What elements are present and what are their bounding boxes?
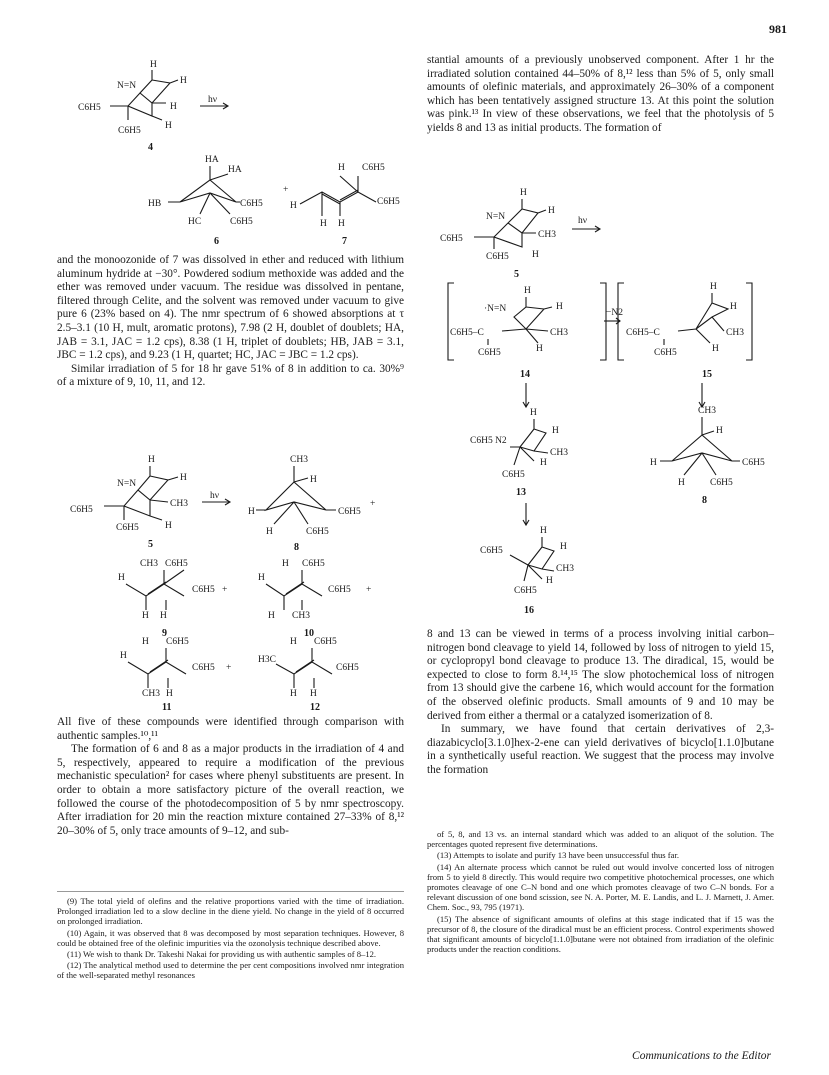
label-h: H bbox=[290, 689, 297, 699]
label-c6h5: C6H5 bbox=[502, 470, 525, 480]
scheme-compounds-5-8-9-10-11-12 bbox=[70, 452, 410, 712]
label-ch3: CH3 bbox=[170, 499, 188, 509]
right-column-body-mid bbox=[427, 628, 774, 778]
footnote: (14) An alternate process which cannot be ruled out would involve concerted loss of nitrogen from 5 to yield 8 directly. This would require two competitive photochemical processes, one which promotes cleavage of one C–N bond and one which promotes cleavage of two C–N bonds. For a relevant discussion of one bond scission, see N. A. Porter, M. E. Landis, and L. J. Marnett, J. Amer. Chem. Soc., 93, 795 (1971). bbox=[427, 861, 774, 913]
label-h: H bbox=[532, 250, 539, 260]
compound-number-15: 15 bbox=[702, 369, 712, 380]
label-h: H bbox=[524, 286, 531, 296]
label-h: H bbox=[712, 344, 719, 354]
label-c6h5: C6H5 bbox=[328, 585, 351, 595]
label-ch3: CH3 bbox=[140, 559, 158, 569]
label-nn: N=N bbox=[117, 81, 137, 91]
paragraph: 8 and 13 can be viewed in terms of a process involving initial carbon–nitrogen bond cleavage to yield 14, followed by loss of nitrogen to yield 15, or cyclopropyl bond cleavage to produce 13. The diradical, 15, would be expected to close to form 8.¹⁴,¹⁵ The slow photochemical loss of nitrogen from 13 should give the carbene 16, which would account for the formation of the observed olefinic products. Small amounts of 9 and 10 may be derived from either a thermal or a catalyzed isomerization of 8. bbox=[427, 628, 774, 722]
label-c6h5: C6H5 bbox=[230, 217, 253, 227]
label-h3c: H3C bbox=[258, 655, 276, 665]
hv-label: hν bbox=[578, 216, 588, 226]
label-h: H bbox=[540, 458, 547, 468]
footnote: (9) The total yield of olefins and the relative proportions varied with the time of irradiation. Prolonged irradiation led to a slow decline in the diene yield. No change in the yield of 8 occurred on prolonged irradiation. bbox=[57, 896, 404, 927]
label-h: H bbox=[730, 302, 737, 312]
right-column-body-top bbox=[427, 54, 774, 136]
label-h: H bbox=[540, 526, 547, 536]
label-ha: HA bbox=[205, 155, 219, 165]
label-hc: HC bbox=[188, 217, 202, 227]
label-h: H bbox=[556, 302, 563, 312]
plus-sign: + bbox=[370, 499, 376, 509]
compound-number-10: 10 bbox=[304, 628, 314, 639]
label-nn: N=N bbox=[117, 479, 137, 489]
label-h: H bbox=[338, 219, 345, 229]
label-h: H bbox=[170, 102, 177, 112]
hv-label: hν bbox=[210, 491, 220, 501]
label-ch3: CH3 bbox=[550, 328, 568, 338]
label-h: H bbox=[710, 282, 717, 292]
label-nn: N=N bbox=[486, 212, 506, 222]
paragraph: The formation of 6 and 8 as a major products in the irradiation of 4 and 5, respectively, appeared to require a modification of the previous mechanistic speculation² for cases where phenyl substituents are present. In order to obtain a more satisfactory picture of the overall reaction, we followed the course of the photodecomposition of 5 by nmr spectroscopy. After irradiation for 20 min the reaction mixture contained 27–33% of 8,¹² 20–30% of 5, only trace amounts of 9–12, and sub- bbox=[57, 743, 404, 837]
label-ch3: CH3 bbox=[698, 406, 716, 416]
label-h: H bbox=[320, 219, 327, 229]
label-c6h5: C6H5 bbox=[478, 348, 501, 358]
label-c6h5: C6H5 bbox=[192, 585, 215, 595]
compound-number-4: 4 bbox=[148, 142, 153, 153]
label-ch3: CH3 bbox=[538, 230, 556, 240]
label-h: H bbox=[142, 637, 149, 647]
footnote: (10) Again, it was observed that 8 was decomposed by most separation techniques. However, 8 could be obtained free of the olefinic impurities via the ozonolysis technique described above. bbox=[57, 927, 404, 948]
label-c6h5: C6H5 bbox=[710, 478, 733, 488]
label-c6h5: C6H5 bbox=[514, 586, 537, 596]
label-h: H bbox=[560, 542, 567, 552]
label-c6h5: C6H5 bbox=[336, 663, 359, 673]
compound-number-9: 9 bbox=[162, 628, 167, 639]
paragraph: Similar irradiation of 5 for 18 hr gave 51% of 8 in addition to ca. 30%⁹ of a mixture of 9, 10, 11, and 12. bbox=[57, 362, 404, 389]
label-h: H bbox=[268, 611, 275, 621]
compound-number-8: 8 bbox=[702, 495, 707, 506]
compound-number-12: 12 bbox=[310, 702, 320, 713]
label-h: H bbox=[282, 559, 289, 569]
label-h: H bbox=[530, 408, 537, 418]
label-ch3: CH3 bbox=[142, 689, 160, 699]
label-c6h5: C6H5 bbox=[654, 348, 677, 358]
paragraph: All five of these compounds were identified through comparison with authentic samples.¹⁰,¹¹ bbox=[57, 716, 404, 742]
label-c6h5-c: C6H5–C bbox=[626, 328, 660, 338]
label-h: H bbox=[165, 121, 172, 131]
label-h: H bbox=[678, 478, 685, 488]
label-h: H bbox=[552, 426, 559, 436]
label-h: H bbox=[118, 573, 125, 583]
right-footnotes bbox=[427, 829, 774, 955]
label-h: H bbox=[536, 344, 543, 354]
label-c6h5: C6H5 bbox=[486, 252, 509, 262]
compound-number-7: 7 bbox=[342, 236, 347, 247]
label-h: H bbox=[150, 60, 157, 70]
left-column-body-mid bbox=[57, 716, 404, 838]
hv-label: hν bbox=[208, 95, 218, 105]
label-c6h5-c: C6H5–C bbox=[450, 328, 484, 338]
paragraph: In summary, we have found that certain derivatives of 2,3-diazabicyclo[3.1.0]hex-2-ene can yield derivatives of bicyclo[1.1.0]butane in a synthetically useful reaction. We suggest that the process may involve the formation bbox=[427, 723, 774, 776]
footnote: (12) The analytical method used to determine the per cent compositions involved nmr integration of the well-separated methyl resonances bbox=[57, 960, 404, 981]
footnote: (11) We wish to thank Dr. Takeshi Nakai for providing us with authentic samples of 8–12. bbox=[67, 949, 377, 960]
label-h: H bbox=[148, 455, 155, 465]
minus-n2-label: −N2 bbox=[606, 308, 623, 318]
footnote: (15) The absence of significant amounts of olefins at this stage indicated that if 15 was the precursor of 8, the closure of the diradical must be an efficient process. Control experiments showed that significant amounts of bicyclo[1.1.0]butane were not obtained from irradiation of the olefinic products under the reaction conditions. bbox=[427, 913, 774, 955]
compound-number-11: 11 bbox=[162, 702, 172, 713]
label-c6h5: C6H5 bbox=[165, 559, 188, 569]
compound-number-5: 5 bbox=[514, 269, 519, 280]
label-h: H bbox=[546, 576, 553, 586]
compound-number-13: 13 bbox=[516, 487, 526, 498]
label-c6h5: C6H5 bbox=[480, 546, 503, 556]
footnote: of 5, 8, and 13 vs. an internal standard which was added to an aliquot of the solution. The percentages quoted represent five determinations. bbox=[427, 829, 774, 850]
compound-number-8: 8 bbox=[294, 542, 299, 553]
label-c6h5: C6H5 bbox=[377, 197, 400, 207]
paragraph: and the monoozonide of 7 was dissolved in ether and reduced with lithium aluminum hydride at −30°. Powdered sodium methoxide was added and the ether was removed under vacuum. The residue was dissolved in pentane, filtered through Celite, and the solvent was removed under vacuum to give pure 6 (23% based on 4). The nmr spectrum of 6 showed absorptions at τ 2.5–3.1 (10 H, mult, aromatic protons), 7.98 (2 H, doublet of doublets; HA, JAB = 3.1, JAC = 1.2 cps), 8.38 (1 H, triplet of doublets; HB, JAB = 3.1, JBC = 1.2 cps), and 9.23 (1 H, quartet; HC, JAC = JBC = 1.2 cps). bbox=[57, 254, 404, 362]
label-h: H bbox=[290, 201, 297, 211]
scheme-mechanism bbox=[440, 185, 770, 625]
label-h: H bbox=[338, 163, 345, 173]
label-c6h5-n2: C6H5 N2 bbox=[470, 436, 507, 446]
label-ch3: CH3 bbox=[292, 611, 310, 621]
label-c6h5: C6H5 bbox=[240, 199, 263, 209]
label-h: H bbox=[520, 188, 527, 198]
label-c6h5: C6H5 bbox=[70, 505, 93, 515]
label-ch3: CH3 bbox=[550, 448, 568, 458]
label-h: H bbox=[548, 206, 555, 216]
scheme-compound-4 bbox=[70, 58, 270, 153]
label-c6h5: C6H5 bbox=[78, 103, 101, 113]
paragraph: stantial amounts of a previously unobserved component. After 1 hr the irradiated solution contained 44–50% of 8,¹² less than 5% of 5, only small amounts of olefinic materials, and approximately 26–30% of a component which has been tentatively assigned structure 13. At this point the solution was pink.¹³ In view of these observations, we feel that the photolysis of 5 yields 8 and 13 as initial products. The formation of bbox=[427, 54, 774, 134]
page-number: 981 bbox=[769, 22, 787, 36]
label-h: H bbox=[650, 458, 657, 468]
label-hb: HB bbox=[148, 199, 162, 209]
label-c6h5: C6H5 bbox=[302, 559, 325, 569]
left-column-body-top bbox=[57, 254, 404, 390]
label-h: H bbox=[180, 473, 187, 483]
label-h: H bbox=[180, 76, 187, 86]
label-c6h5: C6H5 bbox=[314, 637, 337, 647]
label-dot-nn: ·N=N bbox=[484, 304, 507, 314]
label-c6h5: C6H5 bbox=[742, 458, 765, 468]
compound-number-5: 5 bbox=[148, 539, 153, 550]
label-ch3: CH3 bbox=[556, 564, 574, 574]
label-h: H bbox=[310, 475, 317, 485]
label-h: H bbox=[716, 426, 723, 436]
plus-sign: + bbox=[222, 585, 228, 595]
plus-sign: + bbox=[366, 585, 372, 595]
label-h: H bbox=[165, 521, 172, 531]
label-h: H bbox=[160, 611, 167, 621]
journal-section-footer: Communications to the Editor bbox=[632, 1050, 771, 1062]
label-h: H bbox=[258, 573, 265, 583]
footnote: (13) Attempts to isolate and purify 13 have been unsuccessful thus far. bbox=[437, 850, 680, 861]
compound-number-16: 16 bbox=[524, 605, 534, 616]
compound-number-6: 6 bbox=[214, 236, 219, 247]
label-h: H bbox=[248, 507, 255, 517]
scheme-compounds-6-7 bbox=[140, 148, 420, 248]
label-ch3: CH3 bbox=[290, 455, 308, 465]
compound-number-14: 14 bbox=[520, 369, 530, 380]
plus-sign: + bbox=[283, 185, 289, 195]
left-footnotes bbox=[57, 891, 404, 982]
label-c6h5: C6H5 bbox=[166, 637, 189, 647]
label-c6h5: C6H5 bbox=[338, 507, 361, 517]
label-c6h5: C6H5 bbox=[440, 234, 463, 244]
label-c6h5: C6H5 bbox=[192, 663, 215, 673]
label-h: H bbox=[290, 637, 297, 647]
label-ha: HA bbox=[228, 165, 242, 175]
plus-sign: + bbox=[226, 663, 232, 673]
label-c6h5: C6H5 bbox=[116, 523, 139, 533]
label-h: H bbox=[310, 689, 317, 699]
label-c6h5: C6H5 bbox=[118, 126, 141, 136]
label-h: H bbox=[120, 651, 127, 661]
label-h: H bbox=[166, 689, 173, 699]
label-h: H bbox=[266, 527, 273, 537]
label-c6h5: C6H5 bbox=[362, 163, 385, 173]
label-h: H bbox=[142, 611, 149, 621]
label-ch3: CH3 bbox=[726, 328, 744, 338]
label-c6h5: C6H5 bbox=[306, 527, 329, 537]
